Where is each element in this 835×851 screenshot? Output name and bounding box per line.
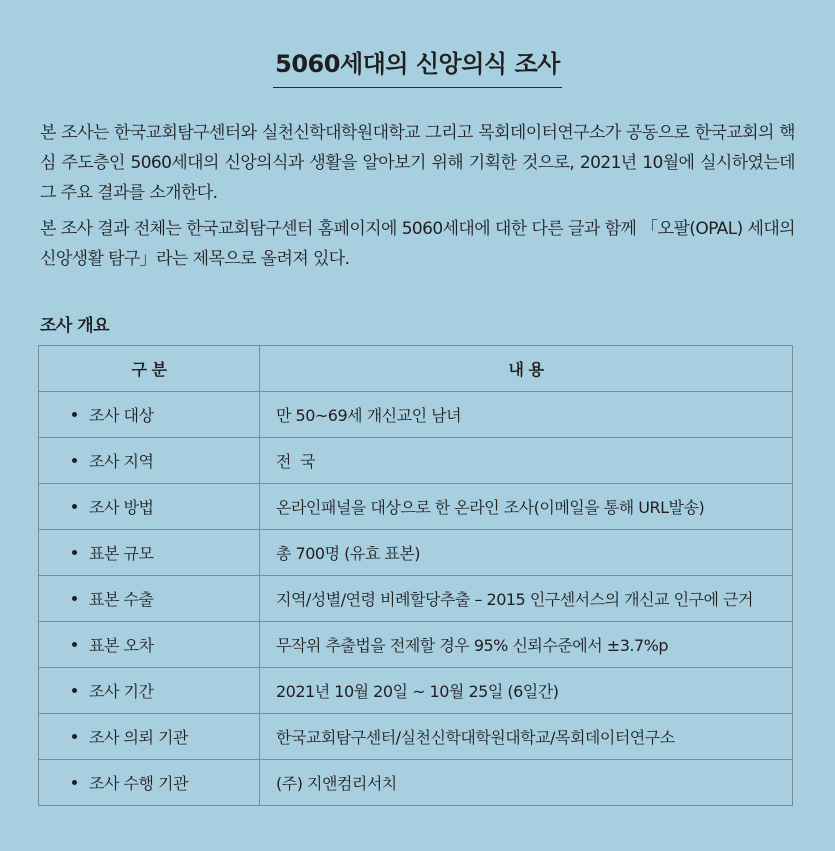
bullet-icon <box>72 688 77 693</box>
intro-paragraph-1: 본 조사는 한국교회탐구센터와 실천신학대학원대학교 그리고 목회데이터연구소가 공동으로 한국교회의 핵심 주도층인 5060세대의 신앙의식과 생활을 알아보기 위해 기획한 것으로, 2021년 10월에 실시하였는데 그 주요 결과를 소개한다. <box>40 123 795 203</box>
row-label-cell <box>39 438 260 484</box>
row-label: 조사 방법 <box>89 498 154 517</box>
table-row <box>39 760 793 806</box>
row-label: 표본 규모 <box>89 544 154 563</box>
row-label-cell <box>39 714 260 760</box>
row-label-cell <box>39 622 260 668</box>
intro-paragraph-2: 본 조사 결과 전체는 한국교회탐구센터 홈페이지에 5060세대에 대한 다른 글과 함께 「오팔(OPAL) 세대의 신앙생활 탐구」라는 제목으로 올려져 있다. <box>40 219 795 269</box>
bullet-icon <box>72 550 77 555</box>
row-value: 지역/성별/연령 비례할당추출 – 2015 인구센서스의 개신교 인구에 근거 <box>260 576 793 622</box>
row-value: 전 국 <box>260 438 793 484</box>
bullet-icon <box>72 412 77 417</box>
row-label: 표본 오차 <box>89 636 154 655</box>
row-label-cell <box>39 760 260 806</box>
row-value: 온라인패널을 대상으로 한 온라인 조사(이메일을 통해 URL발송) <box>260 484 793 530</box>
category-column-header: 구 분 <box>39 346 260 392</box>
row-label: 조사 대상 <box>89 406 154 425</box>
row-label-cell <box>39 668 260 714</box>
row-label-cell <box>39 484 260 530</box>
title-wrapper <box>0 44 835 88</box>
table-row <box>39 530 793 576</box>
table-row <box>39 668 793 714</box>
bullet-icon <box>72 780 77 785</box>
bullet-icon <box>72 642 77 647</box>
table-row <box>39 576 793 622</box>
row-label-cell <box>39 530 260 576</box>
table-row <box>39 622 793 668</box>
row-label: 조사 수행 기관 <box>89 774 188 793</box>
row-label: 조사 지역 <box>89 452 154 471</box>
table-row <box>39 484 793 530</box>
bullet-icon <box>72 734 77 739</box>
row-value: 2021년 10월 20일 ~ 10월 25일 (6일간) <box>260 668 793 714</box>
row-label: 표본 수출 <box>89 590 154 609</box>
row-value: 만 50~69세 개신교인 남녀 <box>260 392 793 438</box>
table-row <box>39 438 793 484</box>
bullet-icon <box>72 504 77 509</box>
row-label: 조사 의뢰 기관 <box>89 728 188 747</box>
row-value: 총 700명 (유효 표본) <box>260 530 793 576</box>
table-row <box>39 714 793 760</box>
overview-header-row <box>39 346 793 392</box>
overview-table <box>38 345 793 806</box>
row-label-cell <box>39 576 260 622</box>
row-label-cell <box>39 392 260 438</box>
row-value: (주) 지앤컴리서치 <box>260 760 793 806</box>
row-value: 한국교회탐구센터/실천신학대학원대학교/목회데이터연구소 <box>260 714 793 760</box>
bullet-icon <box>72 458 77 463</box>
overview-heading: 조사 개요 <box>40 316 110 336</box>
page-title: 5060세대의 신앙의식 조사 <box>273 44 562 88</box>
intro-section <box>40 118 795 274</box>
row-label: 조사 기간 <box>89 682 154 701</box>
table-row <box>39 392 793 438</box>
bullet-icon <box>72 596 77 601</box>
content-column-header: 내 용 <box>260 346 793 392</box>
row-value: 무작위 추출법을 전제할 경우 95% 신뢰수준에서 ±3.7%p <box>260 622 793 668</box>
